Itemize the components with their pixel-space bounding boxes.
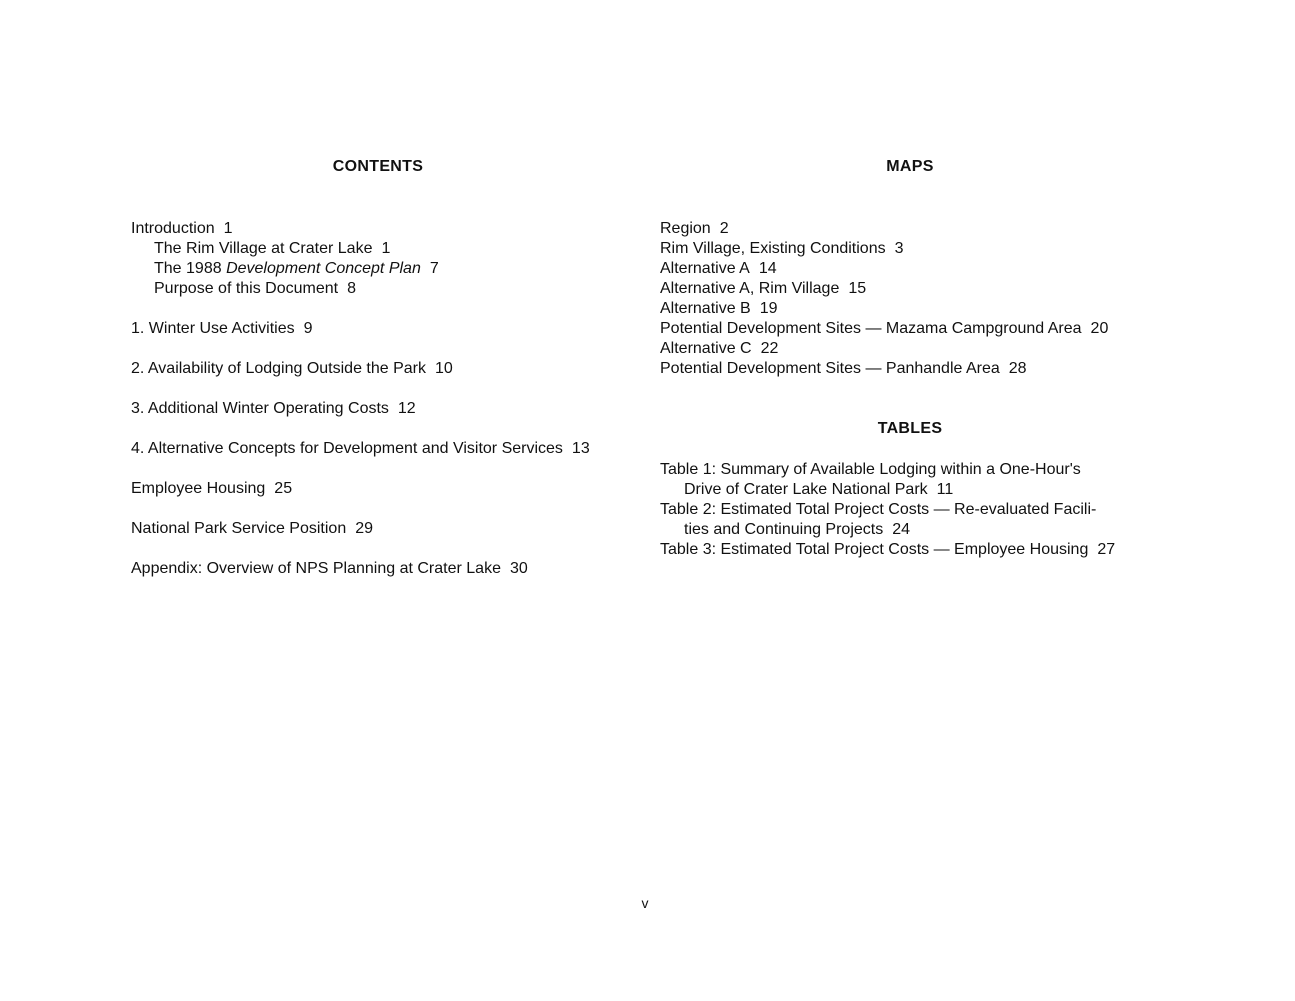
table-entry-2-line2 bbox=[660, 520, 1115, 540]
toc-entry-title-italic: Development Concept Plan bbox=[226, 260, 421, 277]
map-entry-page: 14 bbox=[758, 260, 777, 277]
table-entry-title-cont: ties and Continuing Projects bbox=[684, 521, 884, 538]
table-entry-2-line1 bbox=[660, 500, 1115, 520]
table-entry-1-line2 bbox=[660, 480, 1115, 500]
toc-entry-lodging bbox=[131, 359, 590, 379]
table-entry-page: 11 bbox=[936, 481, 954, 498]
toc-entry-page: 29 bbox=[355, 520, 374, 537]
toc-entry-page: 25 bbox=[274, 480, 293, 497]
tables-heading: TABLES bbox=[877, 420, 943, 437]
map-entry-page: 3 bbox=[894, 240, 904, 257]
toc-entry-page: 9 bbox=[303, 320, 313, 337]
map-entry-title: Alternative A bbox=[660, 260, 750, 277]
tables-list bbox=[660, 460, 1115, 560]
table-entry-page: 27 bbox=[1097, 541, 1116, 558]
map-entry-page: 22 bbox=[760, 340, 779, 357]
page-number: v bbox=[641, 895, 649, 911]
toc-entry-introduction bbox=[131, 219, 590, 239]
map-entry-page: 20 bbox=[1090, 320, 1109, 337]
toc-entry-title: 4. Alternative Concepts for Development and Visitor Services bbox=[131, 440, 563, 457]
map-entry-region bbox=[660, 219, 1108, 239]
map-entry-rim-village-existing bbox=[660, 239, 1108, 259]
toc-entry-title: 1. Winter Use Activities bbox=[131, 320, 295, 337]
toc-entry-page: 30 bbox=[509, 560, 528, 577]
toc-entry-title: Appendix: Overview of NPS Planning at Crater Lake bbox=[131, 560, 501, 577]
toc-entry-title: Introduction bbox=[131, 220, 215, 237]
toc-entry-page: 13 bbox=[571, 440, 590, 457]
toc-entry-page: 8 bbox=[347, 280, 356, 297]
table-entry-3 bbox=[660, 540, 1115, 560]
table-entry-title: Table 3: Estimated Total Project Costs — Employee Housing bbox=[660, 541, 1089, 558]
toc-entry-development-concept-plan bbox=[131, 259, 590, 279]
maps-heading: MAPS bbox=[886, 158, 934, 175]
toc-entry-title: National Park Service Position bbox=[131, 520, 347, 537]
table-entry-title-cont: Drive of Crater Lake National Park bbox=[684, 481, 928, 498]
map-entry-title: Potential Development Sites — Mazama Campground Area bbox=[660, 320, 1082, 337]
toc-entry-page: 7 bbox=[429, 260, 439, 277]
toc-entry-title-prefix: The 1988 bbox=[154, 260, 227, 277]
map-entry-title: Alternative B bbox=[660, 300, 751, 317]
map-entry-title: Region bbox=[660, 220, 711, 237]
toc-entry-page: 12 bbox=[397, 400, 416, 417]
map-entry-alternative-a bbox=[660, 259, 1108, 279]
toc-entry-alternative-concepts bbox=[131, 439, 590, 459]
maps-list bbox=[660, 219, 1108, 379]
map-entry-title: Rim Village, Existing Conditions bbox=[660, 240, 886, 257]
map-entry-alternative-a-rim-village bbox=[660, 279, 1108, 299]
contents-heading: CONTENTS bbox=[332, 158, 424, 175]
toc-entry-page: 1 bbox=[381, 240, 391, 257]
toc-entry-title: 3. Additional Winter Operating Costs bbox=[131, 400, 389, 417]
toc-entry-purpose bbox=[131, 279, 590, 299]
map-entry-panhandle-sites bbox=[660, 359, 1108, 379]
toc-entry-nps-position bbox=[131, 519, 590, 539]
toc-entry-title: Employee Housing bbox=[131, 480, 266, 497]
map-entry-title: Alternative C bbox=[660, 340, 752, 357]
table-entry-title: Table 2: Estimated Total Project Costs — Re-evaluated Facili- bbox=[660, 501, 1097, 518]
map-entry-title: Potential Development Sites — Panhandle Area bbox=[660, 360, 1000, 377]
table-entry-page: 24 bbox=[892, 521, 911, 538]
toc-entry-rim-village bbox=[131, 239, 590, 259]
table-entry-1-line1 bbox=[660, 460, 1115, 480]
map-entry-title: Alternative A, Rim Village bbox=[660, 280, 840, 297]
toc-entry-winter-use bbox=[131, 319, 590, 339]
map-entry-page: 19 bbox=[759, 300, 778, 317]
toc-entry-page: 1 bbox=[223, 220, 233, 237]
map-entry-mazama-sites bbox=[660, 319, 1108, 339]
toc-entry-employee-housing bbox=[131, 479, 590, 499]
toc-entry-page: 10 bbox=[435, 360, 453, 377]
toc-entry-title: The Rim Village at Crater Lake bbox=[154, 240, 373, 257]
toc-entry-appendix bbox=[131, 559, 590, 579]
toc-entry-title: 2. Availability of Lodging Outside the Park bbox=[131, 360, 426, 377]
toc-entry-operating-costs bbox=[131, 399, 590, 419]
contents-list bbox=[131, 219, 590, 579]
map-entry-alternative-b bbox=[660, 299, 1108, 319]
map-entry-page: 28 bbox=[1008, 360, 1027, 377]
map-entry-alternative-c bbox=[660, 339, 1108, 359]
map-entry-page: 2 bbox=[719, 220, 729, 237]
map-entry-page: 15 bbox=[848, 280, 867, 297]
toc-entry-title: Purpose of this Document bbox=[154, 280, 339, 297]
table-entry-title: Table 1: Summary of Available Lodging within a One-Hour's bbox=[660, 461, 1081, 478]
